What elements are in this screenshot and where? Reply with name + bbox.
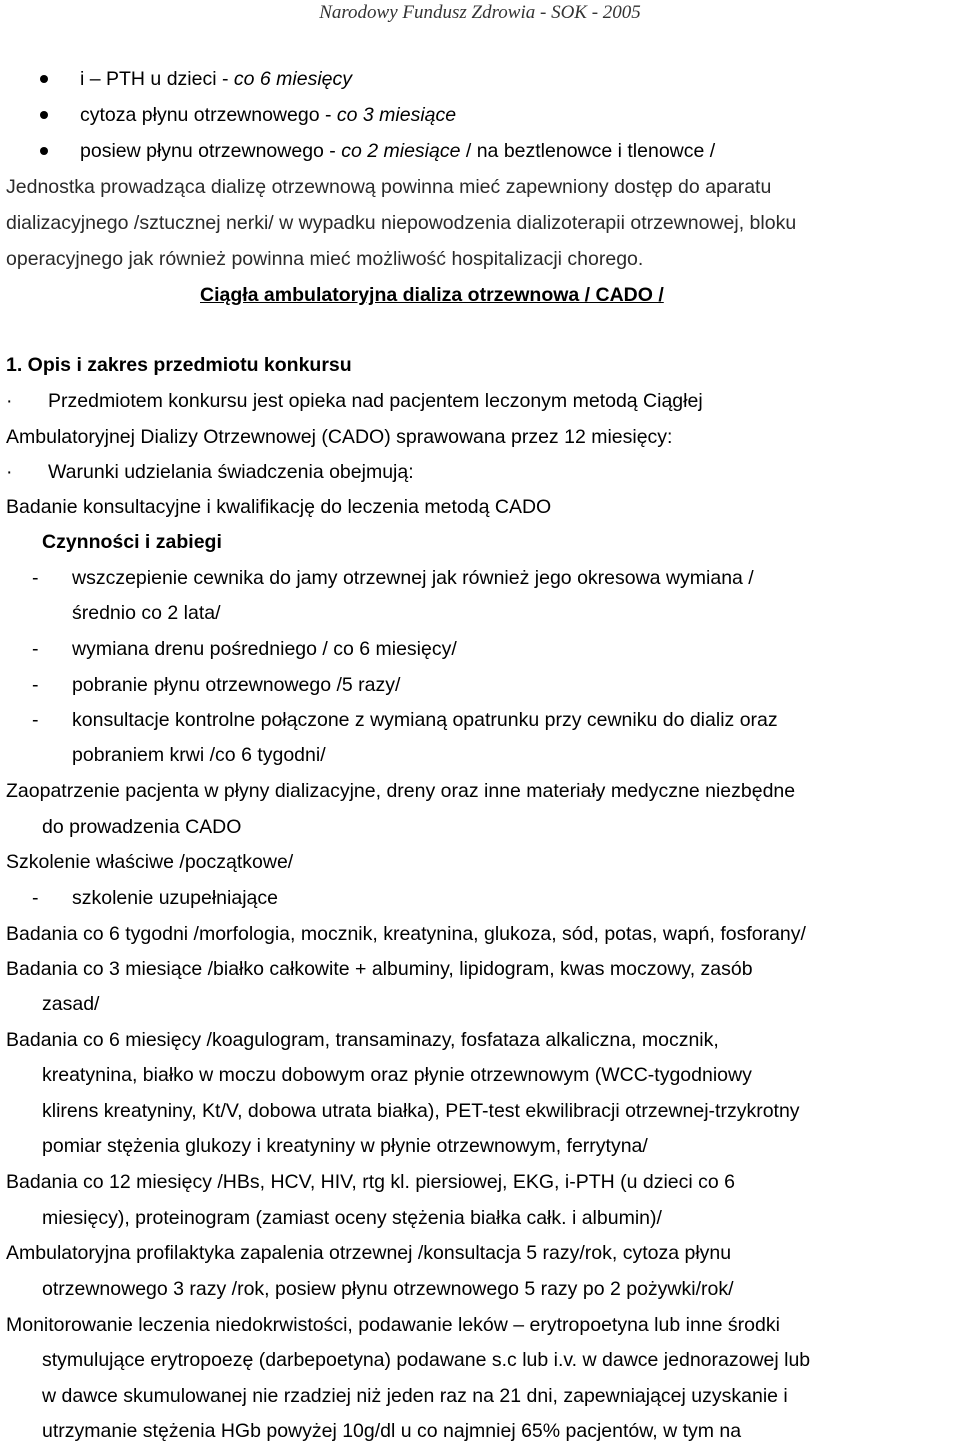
tests-3-months: zasad/: [42, 993, 100, 1015]
tests-3-months: Badania co 3 miesiące /białko całkowite + albuminy, lipidogram, kwas moczowy, zasób: [6, 958, 753, 980]
section-title: Ciągła ambulatoryjna dializa otrzewnowa / CADO /: [200, 284, 664, 306]
tests-6-months: pomiar stężenia glukozy i kreatyniny w płynie otrzewnowym, ferrytyna/: [42, 1135, 648, 1157]
prophylaxis-line: Ambulatoryjna profilaktyka zapalenia otrzewnej /konsultacja 5 razy/rok, cytoza płynu: [6, 1242, 732, 1264]
bullet-icon: [40, 147, 48, 155]
bullet-item: posiew płynu otrzewnowego - co 2 miesiące / na beztlenowce i tlenowce /: [80, 140, 716, 162]
intro-line: Ambulatoryjnej Dializy Otrzewnowej (CADO) sprawowana przez 12 miesięcy:: [6, 426, 673, 448]
training-line: Szkolenie właściwe /początkowe/: [6, 851, 294, 873]
paragraph-line: Jednostka prowadząca dializę otrzewnową powinna mieć zapewniony dostęp do aparatu: [6, 176, 772, 198]
tests-6-months: Badania co 6 miesięcy /koagulogram, transaminazy, fosfataza alkaliczna, mocznik,: [6, 1029, 719, 1051]
paragraph-line: dializacyjnego /sztucznej nerki/ w wypadku niepowodzenia dializoterapii otrzewnowej, bloku: [6, 212, 797, 234]
bullet-icon: [40, 75, 48, 83]
tests-12-months: miesięcy), proteinogram (zamiast oceny stężenia białka całk. i albumin)/: [42, 1207, 662, 1229]
bullet-item: cytoza płynu otrzewnowego - co 3 miesiące: [80, 104, 457, 126]
dash-mark: -: [32, 567, 39, 589]
procedure-item-cont: średnio co 2 lata/: [72, 602, 221, 624]
dash-mark: -: [32, 674, 39, 696]
procedures-title: Czynności i zabiegi: [42, 531, 222, 553]
dash-mark: -: [32, 887, 39, 909]
procedure-item-cont: pobraniem krwi /co 6 tygodni/: [72, 744, 326, 766]
procedure-item: konsultacje kontrolne połączone z wymianą opatrunku przy cewniku do dializ oraz: [72, 709, 778, 731]
dash-mark: -: [32, 638, 39, 660]
intro-line: Przedmiotem konkursu jest opieka nad pacjentem leczonym metodą Ciągłej: [48, 390, 703, 412]
page-header: Narodowy Fundusz Zdrowia - SOK - 2005: [319, 2, 641, 23]
bullet-mark: ·: [6, 461, 13, 483]
section-heading: 1. Opis i zakres przedmiotu konkursu: [6, 354, 352, 376]
conditions-line: Warunki udzielania świadczenia obejmują:: [48, 461, 414, 483]
bullet-item: i – PTH u dzieci - co 6 miesięcy: [80, 68, 353, 90]
supply-line: do prowadzenia CADO: [42, 816, 242, 838]
dash-mark: -: [32, 709, 39, 731]
procedure-item: wszczepienie cewnika do jamy otrzewnej jak również jego okresowa wymiana /: [72, 567, 754, 589]
monitoring-line: stymulujące erytropoezę (darbepoetyna) podawane s.c lub i.v. w dawce jednorazowej lub: [42, 1349, 811, 1371]
procedure-item: wymiana drenu pośredniego / co 6 miesięcy/: [72, 638, 457, 660]
supply-line: Zaopatrzenie pacjenta w płyny dializacyjne, dreny oraz inne materiały medyczne niezbędne: [6, 780, 796, 802]
prophylaxis-line: otrzewnowego 3 razy /rok, posiew płynu otrzewnowego 5 razy po 2 pożywki/rok/: [42, 1278, 734, 1300]
training-sub-item: szkolenie uzupełniające: [72, 887, 278, 909]
bullet-mark: ·: [6, 390, 13, 412]
tests-6-weeks: Badania co 6 tygodni /morfologia, mocznik, kreatynina, glukoza, sód, potas, wapń, fosforany/: [6, 923, 806, 945]
monitoring-line: w dawce skumulowanej nie rzadziej niż jeden raz na 21 dni, zapewniającej uzyskanie i: [42, 1385, 788, 1407]
tests-12-months: Badania co 12 miesięcy /HBs, HCV, HIV, rtg kl. piersiowej, EKG, i-PTH (u dzieci co 6: [6, 1171, 736, 1193]
tests-6-months: klirens kreatyniny, Kt/V, dobowa utrata białka), PET-test ekwilibracji otrzewnej-trzykrotny: [42, 1100, 800, 1122]
consult-line: Badanie konsultacyjne i kwalifikację do leczenia metodą CADO: [6, 496, 552, 518]
monitoring-line: utrzymanie stężenia HGb powyżej 10g/dl u co najmniej 65% pacjentów, w tym na: [42, 1420, 742, 1442]
bullet-icon: [40, 111, 48, 119]
procedure-item: pobranie płynu otrzewnowego /5 razy/: [72, 674, 401, 696]
tests-6-months: kreatynina, białko w moczu dobowym oraz płynie otrzewnowym (WCC-tygodniowy: [42, 1064, 752, 1086]
monitoring-line: Monitorowanie leczenia niedokrwistości, podawanie leków – erytropoetyna lub inne środki: [6, 1314, 780, 1336]
paragraph-line: operacyjnego jak również powinna mieć możliwość hospitalizacji chorego.: [6, 248, 644, 270]
